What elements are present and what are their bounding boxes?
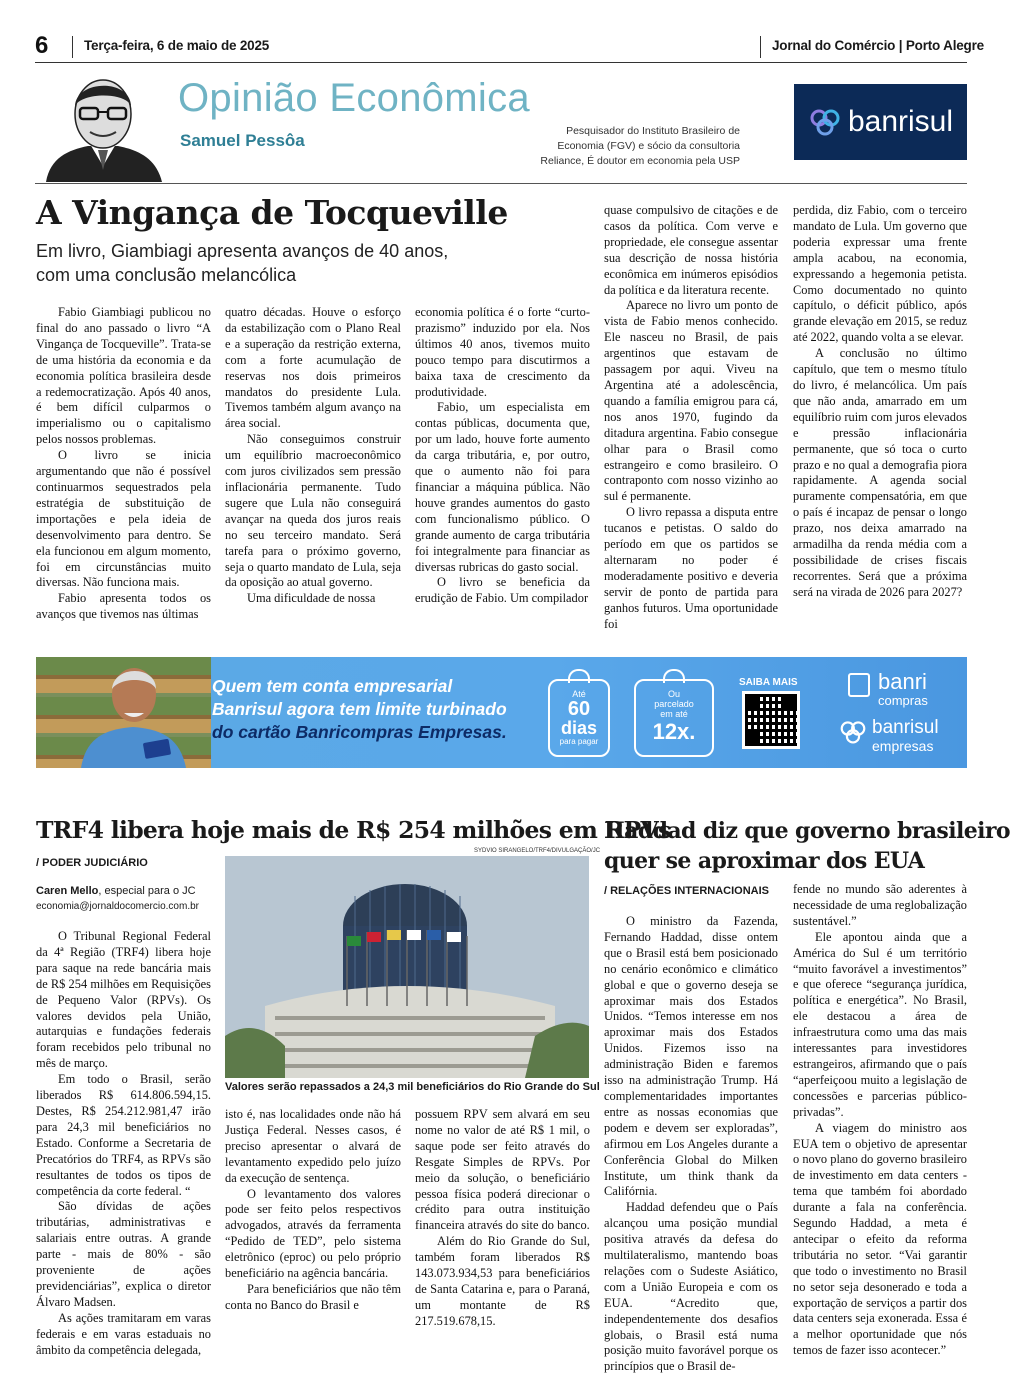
haddad-column-2: fende no mundo são aderentes à necessidade de uma reglobalização sustentável.” Ele apontou ainda que a América do Sul é um território “muito favorável a investimentos” e que oferece “segurança jurídica, política e energética”. No Brasil, ele destacou a área de infraestrutura como uma das mais interessantes para investidores estrangeiros, afirmando que o país “aperfeiçoou muito a legislação de concessões e parcerias público-privadas”. A viagem do ministro aos EUA tem o objetivo de apresentar o novo plano do governo brasileiro de investimento em data centers -tema que também foi abordado durante a fala na conferência. Segundo Haddad, a meta é antecipar o efeito da reforma tributária no setor. “Vai garantir que todo o investimento no Brasil no setor seja desonerado e toda a exportação de serviços a partir dos data centers seja exonerada. Essa é a melhor oportunidade que nós temos de fazer isso acontecer.” [793,882,967,1358]
haddad-headline: Haddad diz que governo brasileiro quer se aproximar dos EUA [604,818,1010,874]
qr-label: SAIBA MAIS [739,677,798,688]
trf4-byline: Caren Mello, especial para o JC [36,885,196,897]
article-column-5: perdida, diz Fabio, com o terceiro mandato de Lula. Um governo que poderia expressar uma frente ampla acabou, na economia, expressando a hegemonia petista. Como documentado no quinto capítulo, o déficit público, após grande elevação em 2015, se reduz até 2022, quando volta a se elevar. A conclusão no último capítulo, que tem o mesmo título do livro, é melancólica. Um país que não anda, amarrado em um equilíbrio ruim com juros elevados e pressão inflacionária permanente, que só toca o curto prazo e no qual a demografia piora rapidamente. A agenda social puramente compensatória, em que o país é incapaz de pensar o longo prazo, nos deixa amarrado na armadilha da renda média com a possibilidade de crises fiscais recorrentes. Será que a próxima será na virada de 2026 para 2027? [793,203,967,599]
haddad-section-tag: / RELAÇÕES INTERNACIONAIS [604,885,770,897]
trf4-building-photo [225,856,589,1078]
banrisul-mark-icon [808,107,842,137]
article-headline: A Vingança de Tocqueville [36,193,508,232]
trf4-column-3: possuem RPV sem alvará em seu nome no valor de até R$ 1 mil, o saque pode ser feito através do Resgate Simples de RPVs. Por meio da solução, o beneficiário pessoa física poderá direcionar o crédito para outra instituição financeira através do site do banco. Além do Rio Grande do Sul, também foram liberados R$ 143.073.934,53 para beneficiários de Santa Catarina e, para o Paraná, um montante de R$ 217.519.678,15. [415,1107,590,1328]
page-number: 6 [35,32,49,59]
article-column-4: quase compulsivo de citações e de casos da política. Com verve e propriedade, ele consegue assentar sua descrição de nossa história econômica em inúmeros episódios da política e da literatura recente. Aparece no livro um ponto de vista de Fabio menos conhecido. Ele nasceu no Brasil, de pais argentinos que estavam de passagem por aqui. Viveu na Argentina até a adolescência, quando a família emigrou para cá, nos anos 1970, fugindo da ditadura argentina. Fabio consegue olhar para o Brasil como estrangeiro e como brasileiro. O contraponto com nosso vizinho ao sul é permanente. O livro repassa a disputa entre tucanos e petistas. O saldo do período em que os partidos se alternaram no poder é moderadamente positivo e deveria servir de ponto de partida para ganhos futuros. Uma oportunidade foi [604,203,778,631]
trf4-headline: TRF4 libera hoje mais de R$ 254 milhões em RPVs [36,816,671,844]
ad-badge-60-dias: Até 60 dias para pagar [548,679,610,757]
page-date: Terça-feira, 6 de maio de 2025 [84,38,270,53]
photo-credit: SYDVIO SIRANGELO/TRF4/DIVULGAÇÃO/JC [474,848,601,854]
ad-headline: Quem tem conta empresarial Banrisul agora tem limite turbinado do cartão Banricompras Empresas. [212,676,507,742]
section-title: Opinião Econômica [178,76,530,120]
trf4-section-tag: / PODER JUDICIÁRIO [36,857,148,869]
photo-caption: Valores serão repassados a 24,3 mil beneficiários do Rio Grande do Sul [225,1081,600,1093]
bag-handle-icon [663,669,685,683]
ad-badge-12x: Ou parcelado em até 12x. [634,679,714,757]
author-bio: Pesquisador do Instituto Brasileiro de Economia (FGV) e sócio da consultoria Reliance, É doutor em economia pela USP [540,125,740,167]
trf4-email[interactable]: economia@jornaldocomercio.com.br [36,901,199,912]
article-subtitle: Em livro, Giambiagi apresenta avanços de 40 anos, com uma conclusão melancólica [36,241,449,285]
article-column-1: Fabio Giambiagi publicou no final do ano passado o livro “A Vingança de Tocqueville”. Trata-se de uma história da economia e da economia política brasileira desde a redemocratização. Após 40 anos, é bem difícil culparmos o imperialismo ou o capitalismo pelos nossos problemas. O livro se inicia argumentando que não é possível continuarmos sequestrados pela estratégia de substituição de importações e pela ideia de desenvolvimento para dentro. Se ela funcionou em algum momento, foi em circunstâncias muito diversas. Não funciona mais. Fabio apresenta todos os avanços que tivemos nas últimas [36,305,211,622]
article-column-2: quatro décadas. Houve o esforço da estabilização com o Plano Real e a superação da restrição externa, com a forte acumulação de reservas nos dois primeiros mandatos do presidente Lula. Tivemos também algum avanço na área social. Não conseguimos construir um equilíbrio macroeconômico com juros civilizados sem pressão inflacionária permanente. Tudo sugere que Lula não conseguirá avançar na queda dos juros reais no seu terceiro mandato. Será tarefa para o próximo governo, seja o quarto mandato de Lula, seja da oposição ao atual governo. Uma dificuldade de nossa [225,305,401,606]
banrisul-empresas-logo: banrisul empresas [838,719,868,749]
trf4-column-2: isto é, nas localidades onde não há Justiça Federal. Nesses casos, é preciso apresentar o alvará de levantamento expedido pelo juízo da execução de sentença. O levantamento dos valores pode ser feito pelos respectivos advogados, através da ferramenta “Pedido de TED”, pelo sistema eletrônico (eproc) ou pelo próprio beneficiário na agência bancária. Para beneficiários que não têm conta no Banco do Brasil e [225,1107,401,1312]
trf4-column-1: O Tribunal Regional Federal da 4ª Região (TRF4) libera hoje para saque na rede bancária mais de R$ 254 milhões em Requisições de Pequeno Valor (RPVs). Os valores devidos pela União, autarquias e fundações federais foram recebidos pelo tribunal no mês de março. Em todo o Brasil, serão liberados R$ 614.806.594,15. Destes, R$ 254.212.981,47 irão para 24,3 mil beneficiários no Estado. Conforme a Secretaria de Precatórios do TRF4, as RPVs são resultantes de todos os tipos de competência da corte federal. “ São dívidas de ações tributárias, administrativas e salariais entre outras. A grande parte - mais de 80% - são proveniente de ações previdenciárias”, explica o diretor Álvaro Madsen. As ações tramitaram em varas federais e em varas estaduais no âmbito da competência delegada, [36,929,211,1357]
ad-person-photo [76,657,191,768]
shopping-bag-icon [848,673,870,697]
publication-name: Jornal do Comércio | Porto Alegre [772,38,984,53]
banrisul-logo: banrisul [794,84,967,160]
banrisul-ad-banner[interactable]: Quem tem conta empresarial Banrisul agora tem limite turbinado do cartão Banricompras Empresas. Até 60 dias para pagar Ou parcelado em até 12x. SAIBA MAIS banri compras banrisul empresas [36,657,967,768]
haddad-column-1: O ministro da Fazenda, Fernando Haddad, disse ontem que o Brasil está bem posicionado no cenário econômico e climático global e que o governo deseja se aproximar mais dos Estados Unidos. “Temos interesse em nos aproximar mais dos Estados Unidos. Fizemos isso na administração Biden e faremos isso na administração Trump. Há complementaridades importantes entre as nossas economias que podem e devem ser exploradas”, afirmou em Los Angeles durante a Conferência Global do Milken Institute, um think thank da Califórnia. Haddad defendeu que o País alcançou uma posição mundial positiva através da defesa do multilateralismo, mantendo boas relações com o Sudeste Asiático, com a União Europeia e com os EUA. “Acredito que, independentemente dos desafios globais, o Brasil está numa posição muito favorável porque os princípios que o Brasil de- [604,914,778,1374]
banrisul-mark-icon [838,719,868,745]
qr-code-icon[interactable] [742,691,800,749]
author-name: Samuel Pessôa [180,131,305,150]
article-column-3: economia política é o forte “curto-prazismo” induzido por ela. Nos últimos 40 anos, tivemos muito pouco tempo para discutirmos a baixa taxa de crescimento da produtividade. Fabio, um especialista em contas públicas, documenta que, por um lado, houve forte aumento da carga tributária, e, por outro, que o aumento não foi para financiar a máquina pública. Não houve grandes aumentos do gasto com funcionalismo público. O grande aumento de carga tributária foi integralmente para financiar as diversas rubricas do gasto social. O livro se beneficia da erudição de Fabio. Um compilador [415,305,590,606]
bag-handle-icon [568,669,590,683]
author-portrait [38,70,168,182]
